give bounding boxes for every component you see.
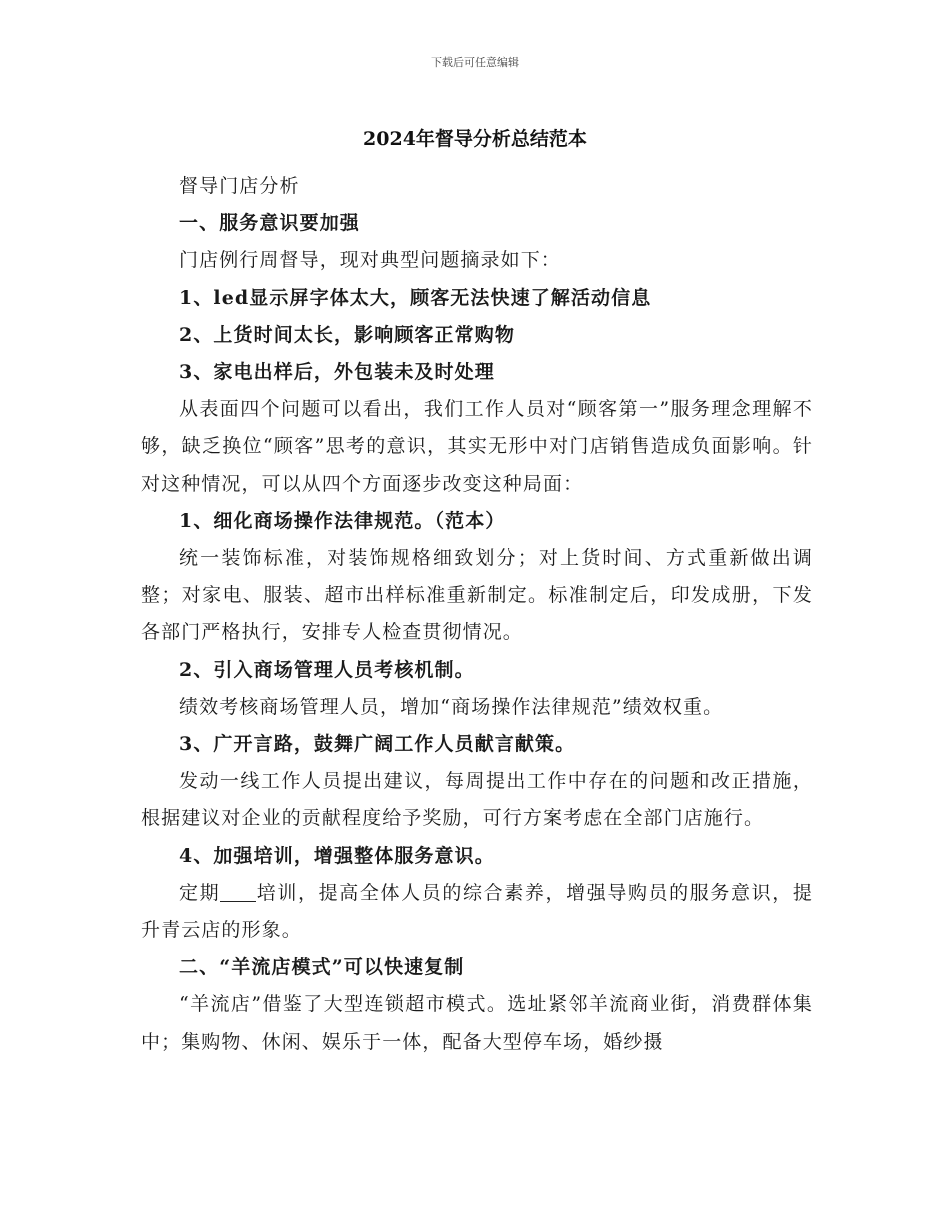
section2-paragraph: “羊流店”借鉴了大型连锁超市模式。选址紧邻羊流商业街，消费群体集中；集购物、休闲、娱乐于一体，配备大型停车场，婚纱摄 bbox=[141, 993, 813, 1053]
header-note: 下载后可任意编辑 bbox=[431, 56, 519, 69]
measure4-heading: 4、加强培训，增强整体服务意识。 bbox=[179, 844, 495, 867]
document-title: 2024年督导分析总结范本 bbox=[363, 128, 587, 150]
section2-heading: 二、“羊流店模式”可以快速复制 bbox=[179, 956, 465, 979]
section1-heading: 一、服务意识要加强 bbox=[179, 212, 360, 235]
measure4-paragraph bbox=[141, 875, 813, 949]
problem-item-1: 1、led显示屏字体太大，顾客无法快速了解活动信息 bbox=[179, 286, 652, 309]
measure3-paragraph: 发动一线工作人员提出建议，每周提出工作中存在的问题和改正措施，根据建议对企业的贡献程度给予奖励，可行方案考虑在全部门店施行。 bbox=[141, 770, 813, 830]
measure4-text-after: 培训，提高全体人员的综合素养，增强导购员的服务意识，提升青云店的形象。 bbox=[141, 881, 814, 942]
measure2-paragraph: 绩效考核商场管理人员，增加“商场操作法律规范”绩效权重。 bbox=[179, 695, 724, 718]
problem-item-3: 3、家电出样后，外包装未及时处理 bbox=[179, 361, 495, 384]
analysis-paragraph: 从表面四个问题可以看出，我们工作人员对“顾客第一”服务理念理解不够，缺乏换位“顾客”思考的意识，其实无形中对门店销售造成负面影响。针对这种情况，可以从四个方面逐步改变这种局面： bbox=[141, 398, 813, 495]
measure4-text-before: 定期 bbox=[179, 881, 221, 904]
document-body bbox=[141, 168, 813, 1061]
measure1-heading: 1、细化商场操作法律规范。（范本） bbox=[179, 509, 506, 532]
measure1-paragraph: 统一装饰标准，对装饰规格细致划分；对上货时间、方式重新做出调整；对家电、服装、超市出样标准重新制定。标准制定后，印发成册，下发各部门严格执行，安排专人检查贯彻情况。 bbox=[141, 547, 813, 644]
fill-in-blank bbox=[220, 882, 256, 902]
measure2-heading: 2、引入商场管理人员考核机制。 bbox=[179, 658, 475, 681]
intro-line: 督导门店分析 bbox=[179, 175, 300, 197]
section1-lead: 门店例行周督导，现对典型问题摘录如下： bbox=[179, 249, 561, 272]
measure3-heading: 3、广开言路，鼓舞广阔工作人员献言献策。 bbox=[179, 733, 576, 756]
problem-item-2: 2、上货时间太长，影响顾客正常购物 bbox=[179, 323, 515, 346]
